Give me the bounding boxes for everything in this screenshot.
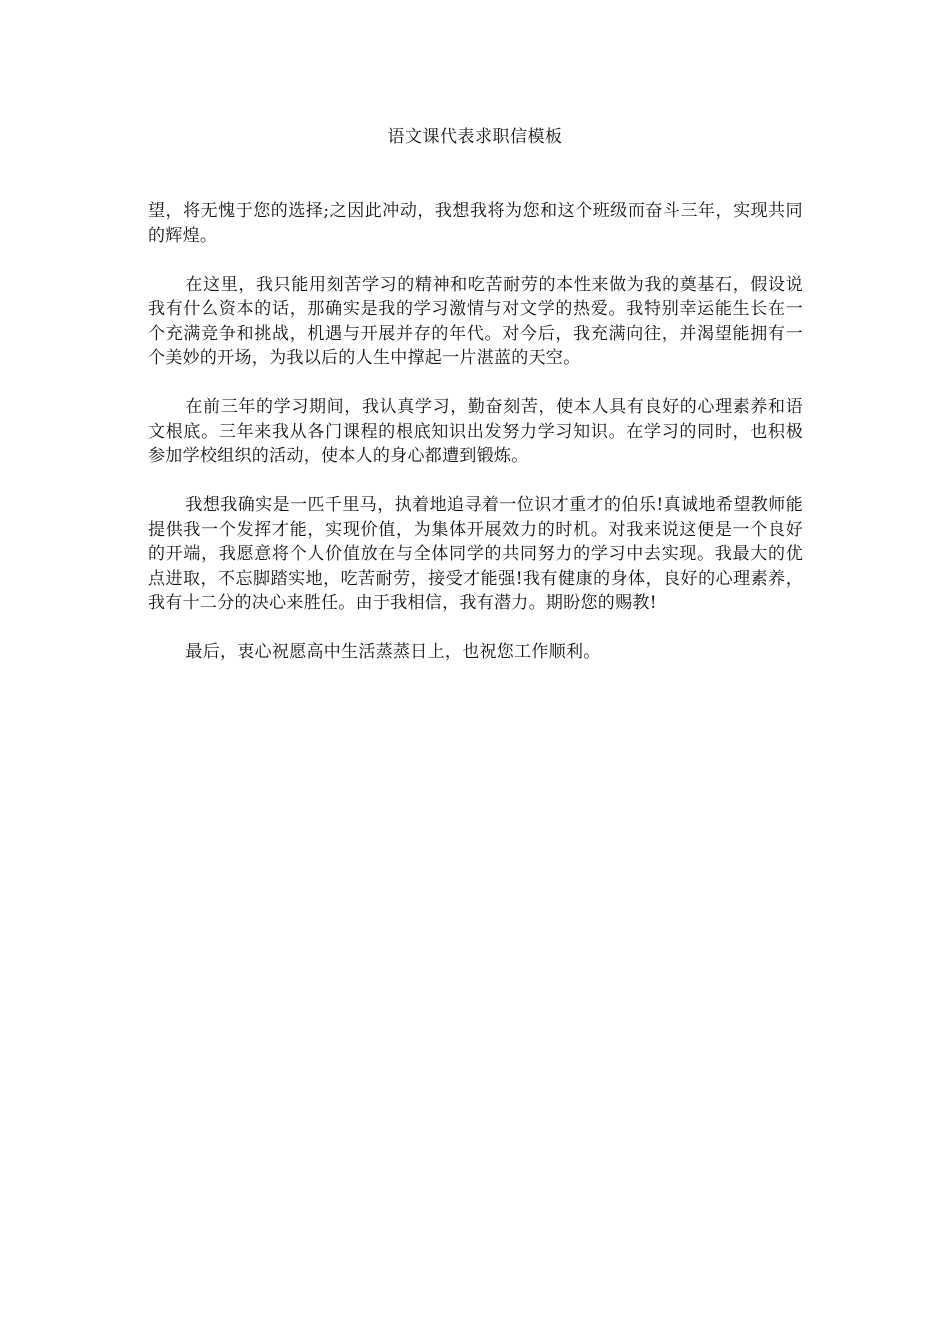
paragraph-continuation: 望，将无愧于您的选择;之因此冲动，我想我将为您和这个班级而奋斗三年，实现共同的辉煌。 [148, 201, 803, 246]
paragraph-foundation: 在这里，我只能用刻苦学习的精神和吃苦耐劳的本性来做为我的奠基石，假设说我有什么资本的话，那确实是我的学习激情与对文学的热爱。我特别幸运能生长在一个充满竞争和挑战，机遇与开展并存的年代。对今后，我充满向往，并渴望能拥有一个美妙的开场，为我以后的人生中撑起一片湛蓝的天空。 [148, 274, 803, 368]
document-title: 语文课代表求职信模板 [387, 127, 563, 147]
paragraph-self-recommendation: 我想我确实是一匹千里马，执着地追寻着一位识才重才的伯乐!真诚地希望教师能提供我一个发挥才能，实现价值，为集体开展效力的时机。对我来说这便是一个良好的开端，我愿意将个人价值放在与全体同学的共同努力的学习中去实现。我最大的优点进取，不忘脚踏实地，吃苦耐劳，接受才能强!我有健康的身体，良好的心理素养，我有十二分的决心来胜任。由于我相信，我有潜力。期盼您的赐教! [148, 495, 803, 613]
document-body [148, 199, 803, 689]
paragraph-study-period: 在前三年的学习期间，我认真学习，勤奋刻苦，使本人具有良好的心理素养和语文根底。三年来我从各门课程的根底知识出发努力学习知识。在学习的同时，也积极参加学校组织的活动，使本人的身心都遭到锻炼。 [148, 397, 803, 466]
paragraph-closing: 最后，衷心祝愿高中生活蒸蒸日上，也祝您工作顺利。 [185, 642, 601, 662]
